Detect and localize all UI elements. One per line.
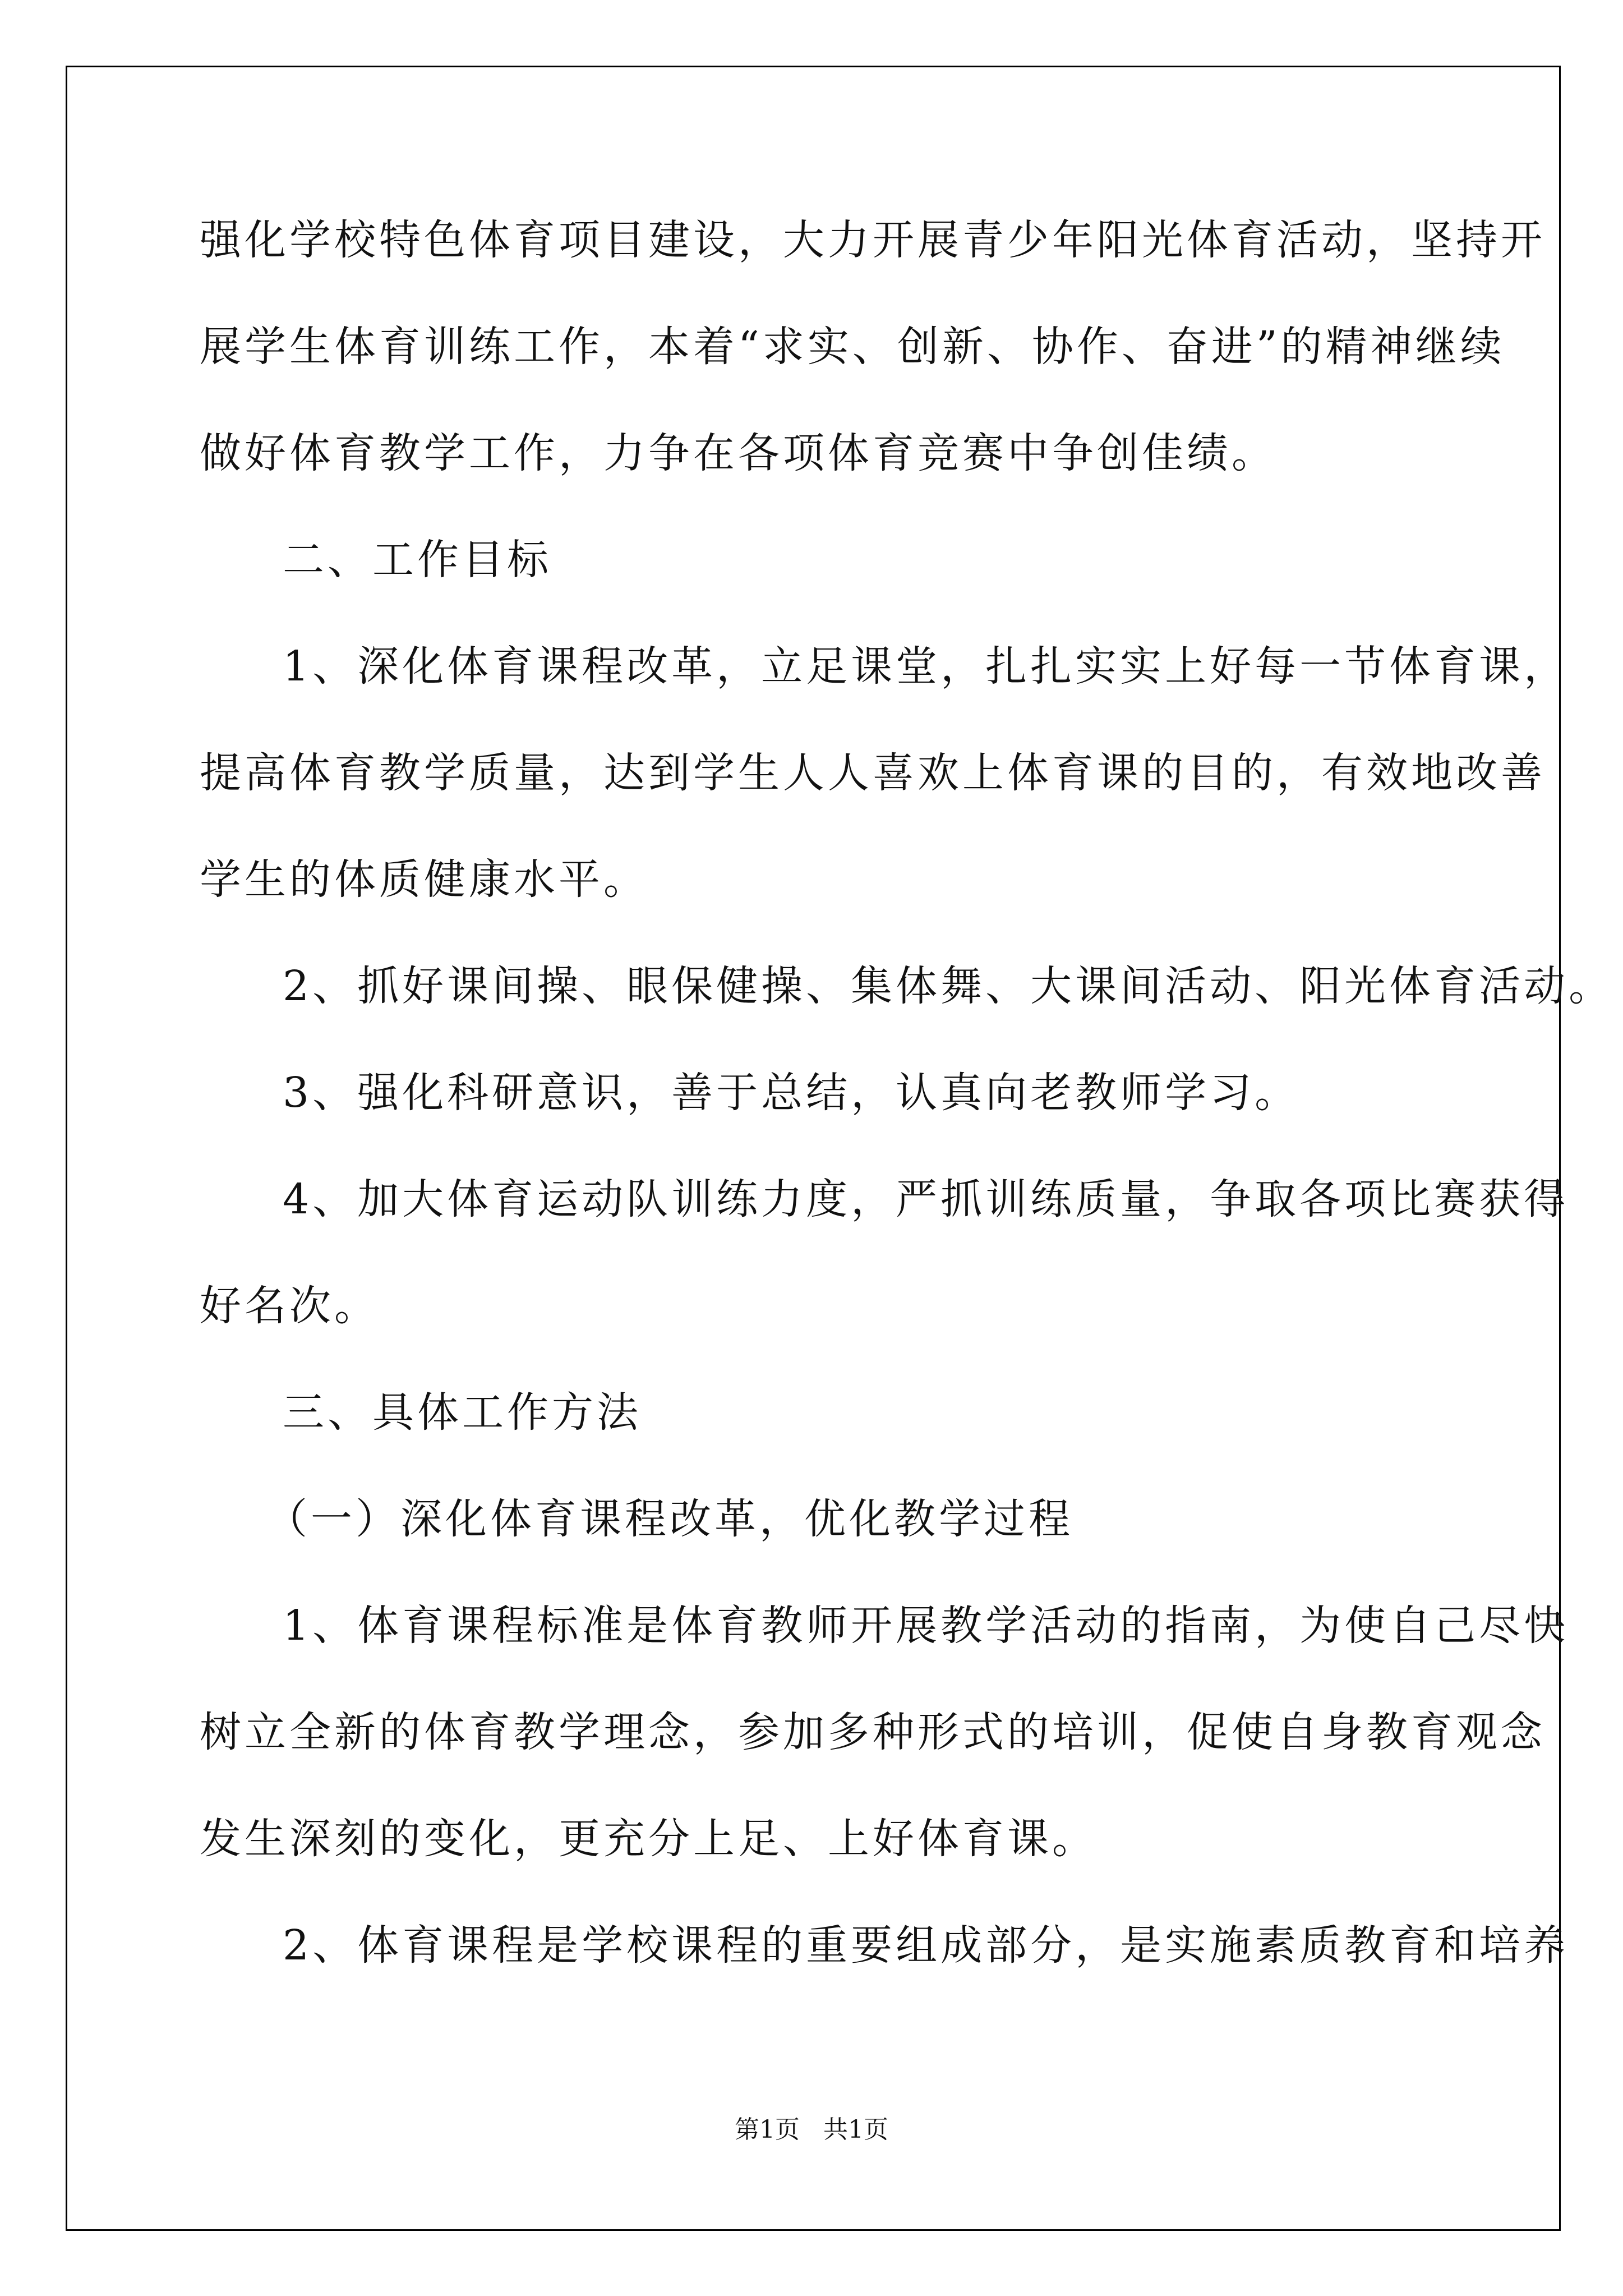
page-footer: 第1页 共1页 — [735, 2115, 888, 2144]
text-line: 展学生体育训练工作，本着“求实、创新、协作、奋进”的精神继续 — [200, 323, 1505, 371]
text-line: 3、强化科研意识，善于总结，认真向老教师学习。 — [283, 1069, 1300, 1117]
text-line: 2、抓好课间操、眼保健操、集体舞、大课间活动、阳光体育活动。 — [283, 962, 1614, 1010]
section-heading: 二、工作目标 — [283, 536, 552, 584]
section-heading: 三、具体工作方法 — [283, 1388, 642, 1437]
text-line: 提高体育教学质量，达到学生人人喜欢上体育课的目的，有效地改善 — [200, 749, 1546, 797]
document-body — [200, 212, 1614, 2024]
text-line: 2、体育课程是学校课程的重要组成部分，是实施素质教育和培养 — [283, 1921, 1569, 1970]
text-line: 强化学校特色体育项目建设，大力开展青少年阳光体育活动，坚持开 — [200, 216, 1546, 264]
text-line: 1、体育课程标准是体育教师开展教学活动的指南，为使自己尽快 — [283, 1602, 1569, 1650]
text-line: 4、加大体育运动队训练力度，严抓训练质量，争取各项比赛获得 — [283, 1175, 1569, 1223]
text-line: 好名次。 — [200, 1282, 379, 1330]
text-line: 做好体育教学工作，力争在各项体育竞赛中争创佳绩。 — [200, 429, 1276, 477]
text-line: 1、深化体育课程改革，立足课堂，扎扎实实上好每一节体育课， — [283, 642, 1569, 691]
text-line: 发生深刻的变化，更充分上足、上好体育课。 — [200, 1815, 1097, 1863]
subsection-heading: （一）深化体育课程改革，优化教学过程 — [266, 1495, 1073, 1543]
text-line: 树立全新的体育教学理念，参加多种形式的培训，促使自身教育观念 — [200, 1708, 1546, 1756]
text-line: 学生的体质健康水平。 — [200, 855, 648, 904]
